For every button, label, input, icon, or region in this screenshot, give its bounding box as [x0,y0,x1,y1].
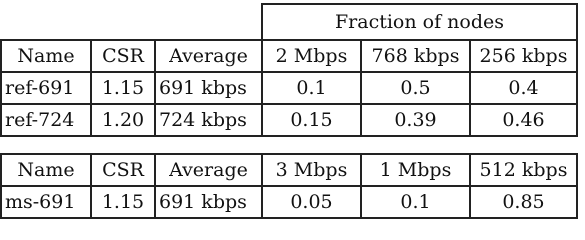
column-header-row [1,40,577,72]
cell-name: ref-691 [1,72,91,104]
cell-rate-2: 0.1 [361,186,470,218]
header-name: Name [1,40,91,72]
cell-name: ref-724 [1,104,91,136]
table-row [1,186,577,218]
ms-trace-table [0,153,578,219]
cell-average: 724 kbps [155,104,262,136]
header-rate-3: 512 kbps [470,154,577,186]
empty-corner-cell [1,4,262,40]
cell-name: ms-691 [1,186,91,218]
cell-rate-1: 0.15 [262,104,361,136]
cell-rate-1: 0.1 [262,72,361,104]
group-header-row [1,4,577,40]
cell-rate-3: 0.4 [470,72,577,104]
cell-average: 691 kbps [155,186,262,218]
ref-trace-table [0,3,578,137]
header-csr: CSR [91,40,155,72]
header-rate-1: 2 Mbps [262,40,361,72]
cell-csr: 1.15 [91,72,155,104]
header-csr: CSR [91,154,155,186]
header-rate-2: 768 kbps [361,40,470,72]
table-row [1,72,577,104]
cell-rate-1: 0.05 [262,186,361,218]
header-rate-2: 1 Mbps [361,154,470,186]
cell-rate-3: 0.46 [470,104,577,136]
header-rate-1: 3 Mbps [262,154,361,186]
cell-rate-2: 0.5 [361,72,470,104]
cell-csr: 1.15 [91,186,155,218]
header-rate-3: 256 kbps [470,40,577,72]
cell-csr: 1.20 [91,104,155,136]
column-header-row [1,154,577,186]
cell-average: 691 kbps [155,72,262,104]
header-average: Average [155,40,262,72]
header-average: Average [155,154,262,186]
header-name: Name [1,154,91,186]
table-row [1,104,577,136]
cell-rate-2: 0.39 [361,104,470,136]
cell-rate-3: 0.85 [470,186,577,218]
fraction-of-nodes-header: Fraction of nodes [262,4,577,40]
